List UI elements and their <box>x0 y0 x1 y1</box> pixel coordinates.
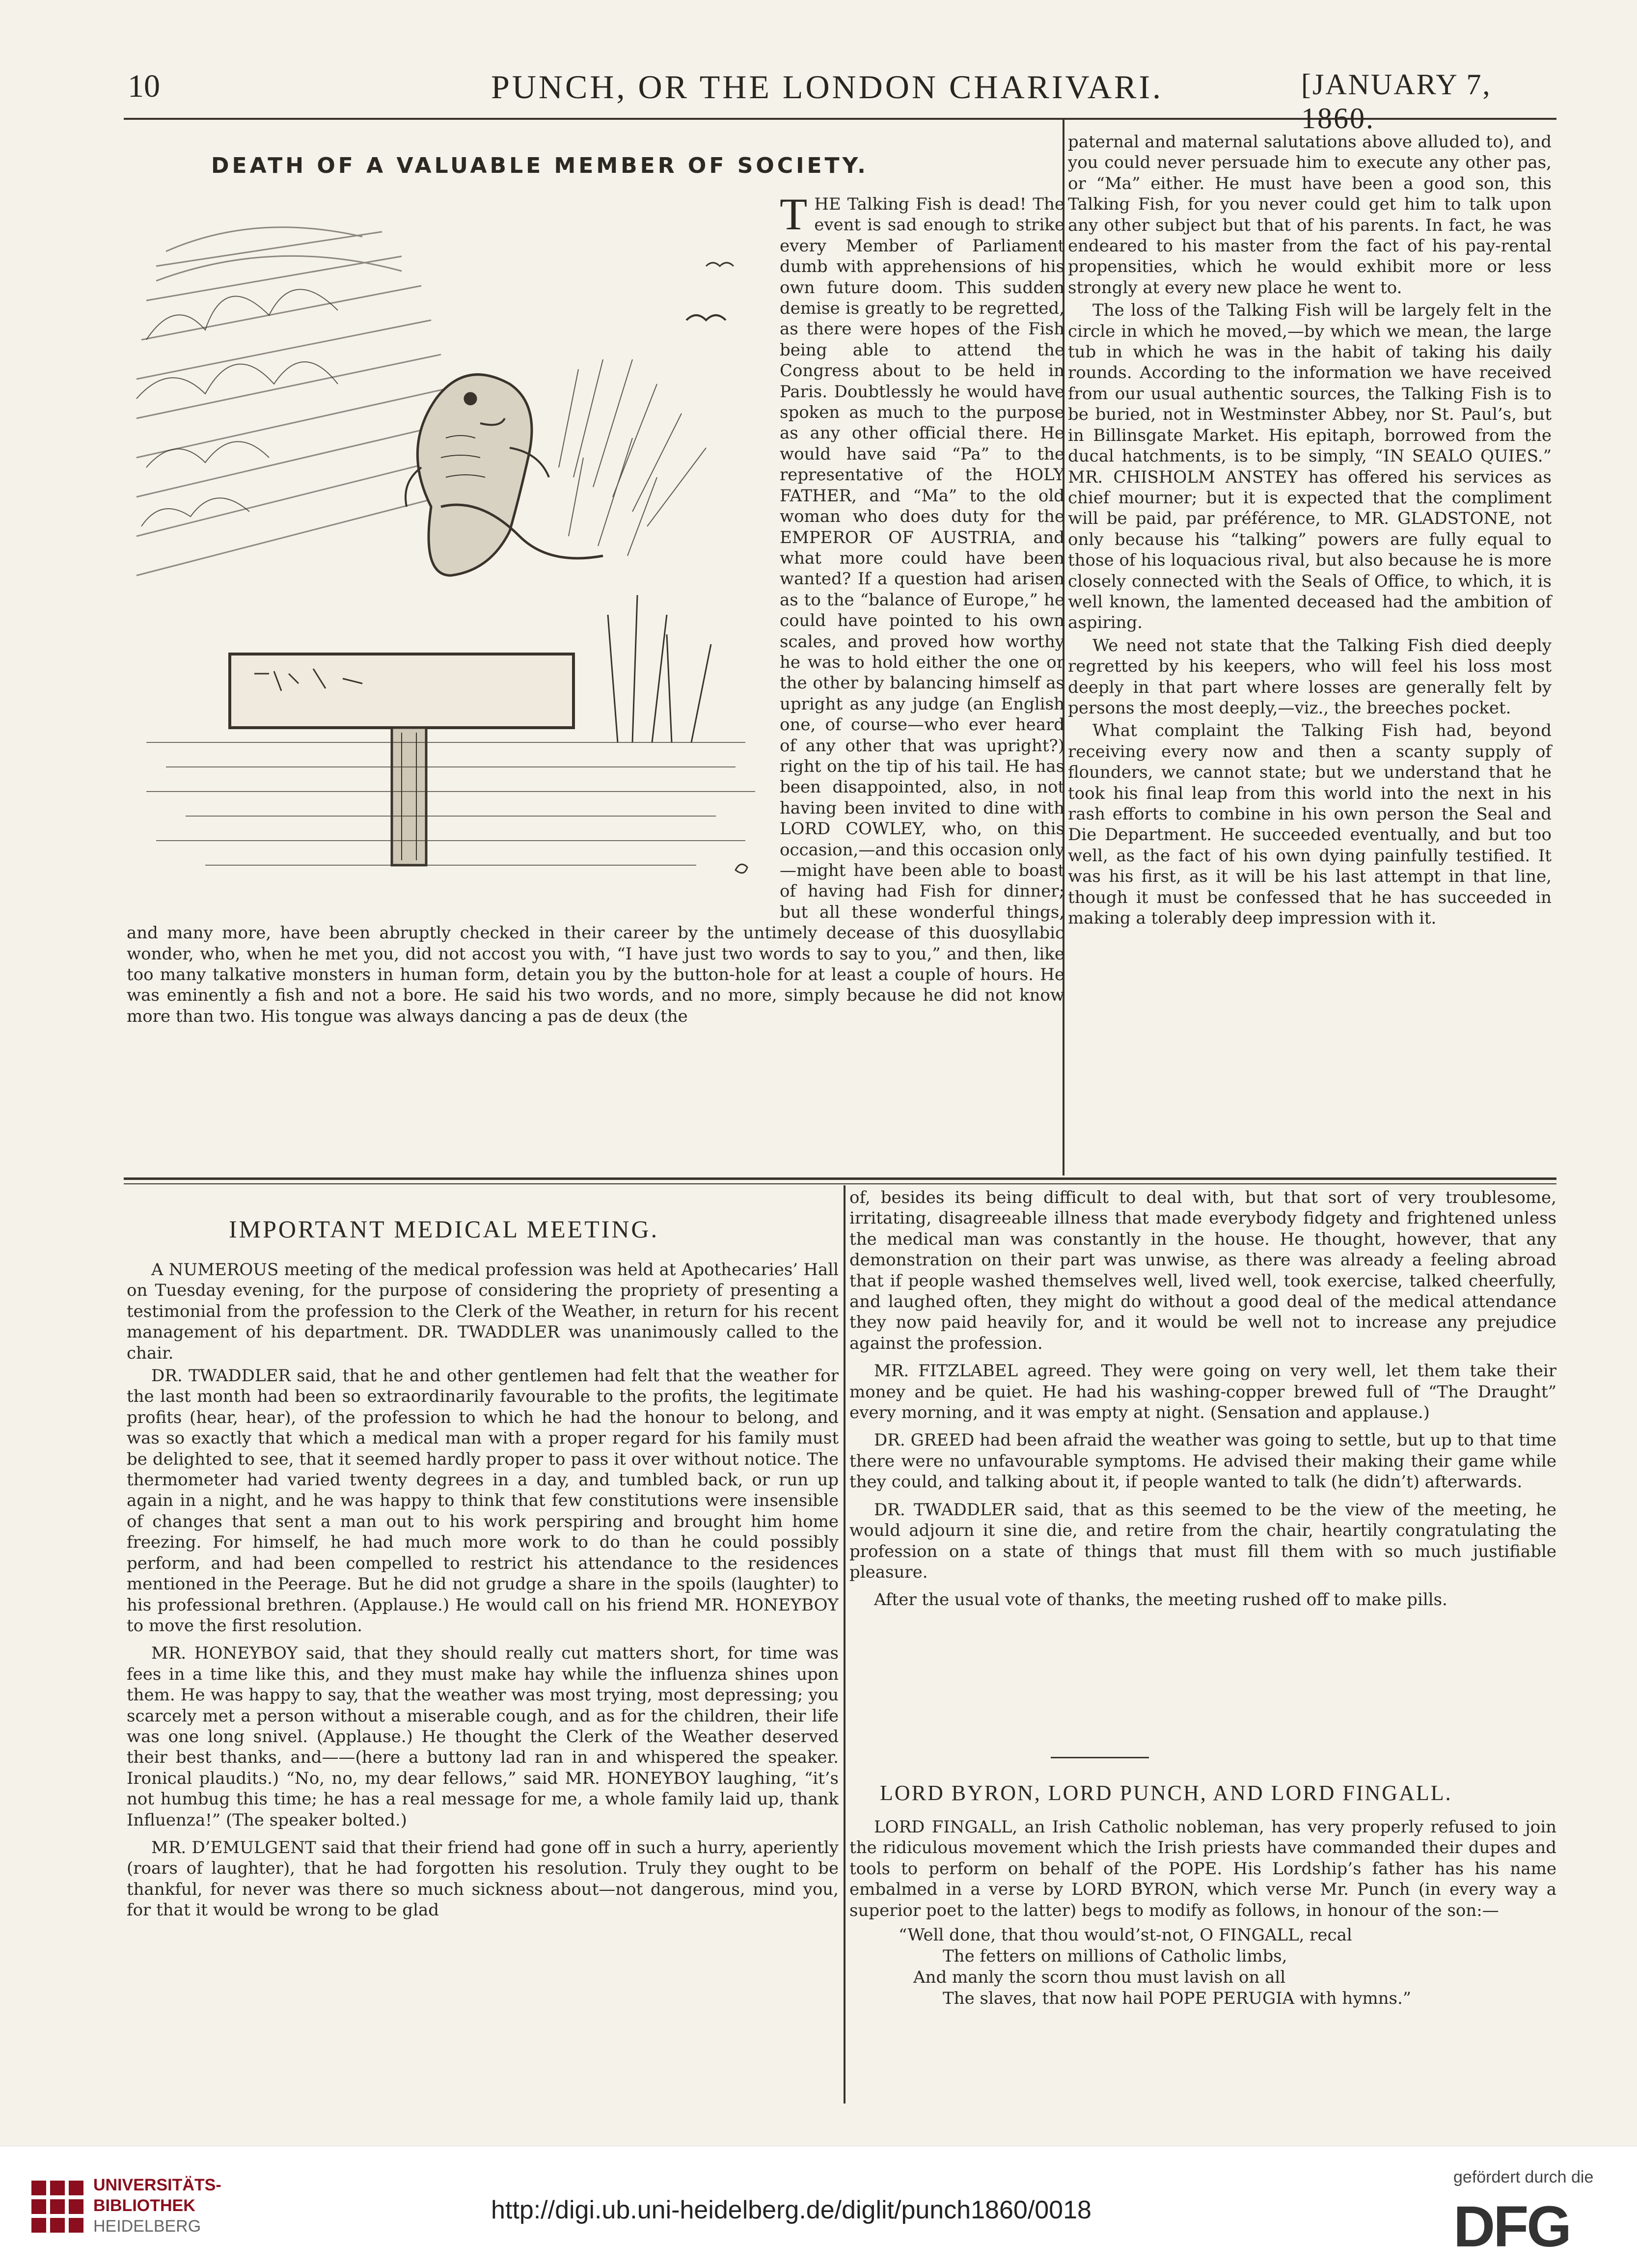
article2-paragraph: MR. HONEYBOY said, that they should really cut matters short, for time was fees in a time like this, and they must make hay while the influenza shines upon them. He was happy to say, that the weather was most trying, most depressing; you scarcely met a person without a miserable cough, and as for the children, their life was one long snivel. (Applause.) He thought the Clerk of the Weather deserved their best thanks, and——(here a buttony lad ran in and whispered the speaker. Ironical plaudits.) “No, no, my dear fellows,” said MR. HONEYBOY laughing, “it’s not humbug this time; he has a real message for me, a whole family laid up, thank Influenza!” (The speaker bolted.) <box>127 1643 839 1830</box>
article2-column-right <box>849 1187 1556 1611</box>
article2-paragraph: MR. FITZLABEL agreed. They were going on very well, let them take their money and be quiet. He had his washing-copper brewed full of “The Draught” every morning, and it was empty at night. (Sensation and applause.) <box>849 1361 1556 1423</box>
article2-paragraph: DR. TWADDLER said, that he and other gentlemen had felt that the weather for the last month had been so extraordinarily favourable to the profits, the legitimate profits (hear, hear), of the profession to which he had the honour to belong, and was so exactly that which a medical man with a proper regard for his family must be delighted to see, that it seemed hardly proper to pass it over without notice. The thermometer had varied twenty degrees in a day, and tumbled back, or run up again in a night, and he was happy to think that few constitutions were insensible of changes that sent a man out to his work perspiring and brought him home freezing. For himself, he had much more work to do than he could possibly perform, and had been compelled to restrict his attendance to the residences mentioned in the Peerage. But he did not grudge a share in the spoils (laughter) to his professional brethren. (Applause.) He would call on his friend MR. HONEYBOY to move the first resolution. <box>127 1366 839 1636</box>
article1-paragraph: What complaint the Talking Fish had, beyond receiving every now and then a scanty supply of flounders, we cannot state; but we understand that he took his final leap from this world into the next in his rash efforts to combine in his own person the Seal and Die Department. He succeeded eventually, and but too well, as the fact of his own dying painfully testified. It was his first, as it will be his last attempt in that line, though it must be confessed that he has succeeded in making a tolerably deep impression with it. <box>1068 721 1552 929</box>
drop-cap: T <box>780 189 808 239</box>
library-name-line: BIBLIOTHEK <box>93 2196 195 2215</box>
article1-column-right <box>1068 132 1552 929</box>
library-name-line: HEIDELBERG <box>93 2217 201 2236</box>
masthead <box>128 68 1552 135</box>
funded-by-label: gefördert durch die <box>1453 2168 1594 2186</box>
verse-line: And manly the scorn thou must lavish on all <box>913 1967 1286 1988</box>
illustration-float <box>127 194 780 912</box>
digitization-footer <box>0 2146 1637 2268</box>
page-number: 10 <box>128 68 160 104</box>
svg-text:DFG: DFG <box>1453 2195 1570 2254</box>
section-rule-2 <box>124 1183 1556 1184</box>
article3-body <box>849 1817 1556 2009</box>
publication-title: PUNCH, OR THE LONDON CHARIVARI. <box>491 68 1164 106</box>
article2-column-left <box>127 1259 839 1921</box>
library-name-line: UNIVERSITÄTS- <box>93 2176 221 2194</box>
article-title-lord-byron: LORD BYRON, LORD PUNCH, AND LORD FINGALL. <box>880 1781 1452 1805</box>
article1-column-left <box>127 189 1064 1027</box>
verse-line: “Well done, that thou would’st-not, O FINGALL, recal <box>899 1925 1352 1945</box>
article2-paragraph: of, besides its being difficult to deal with, but that sort of very troublesome, irritating, disagreeable illness that made everybody fidgety and frightened unless the medical man was constantly in the house. He thought, however, that any demonstration on their part was unwise, as there was already a feeling abroad that if people washed themselves well, lived well, took exercise, talked cheerfully, and laughed often, they might do without a good deal of the medical attendance they now paid heavily for, and it would be well not to increase any prejudice against the profession. <box>849 1188 1556 1353</box>
article-title-medical-meeting: IMPORTANT MEDICAL MEETING. <box>229 1215 659 1243</box>
issue-date: [JANUARY 7, 1860. <box>1301 68 1492 135</box>
permalink-url[interactable]: http://digi.ub.uni-heidelberg.de/diglit/punch1860/0018 <box>491 2196 1091 2224</box>
article2-paragraph: MR. D’EMULGENT said that their friend had gone off in such a hurry, aperiently (roars of laughter), that he had forgotten his resolution. Truly they ought to be thankful, for never was there so much sickness about—not dangerous, mind you, for that it would be wrong to be glad <box>127 1837 839 1920</box>
article1-paragraph: The loss of the Talking Fish will be largely felt in the circle in which he moved,—by which we mean, the large tub in which he was in the habit of taking his daily rounds. According to the information we have received from our usual authentic sources, the Talking Fish is to be buried, not in Westminster Abbey, nor St. Paul’s, but in Billinsgate Market. His epitaph, borrowed from the ducal hatchments, is to be simply, “IN SEALO QUIES.” MR. CHISHOLM ANSTEY has offered his services as chief mourner; but it is expected that the compliment will be paid, par préférence, to MR. GLADSTONE, not only because his “talking” powers are fully equal to those of his loquacious rival, but also because he is more closely connected with the Seals of Office, to which, it is well known, the lamented deceased had the ambition of aspiring. <box>1068 301 1552 633</box>
article1-paragraph: We need not state that the Talking Fish died deeply regretted by his keepers, who will feel his loss most deeply in that part where losses are generally felt by persons the most deeply,—viz., the breeches pocket. <box>1068 635 1552 718</box>
section-rule <box>124 1177 1556 1180</box>
article2-paragraph: A NUMEROUS meeting of the medical profession was held at Apothecaries’ Hall on Tuesday evening, for the purpose of considering the propriety of presenting a testimonial from the profession to the Clerk of the Weather, in return for his recent management of his department. DR. TWADDLER was unanimously called to the chair. <box>127 1260 839 1363</box>
article3-paragraph: LORD FINGALL, an Irish Catholic nobleman, has very properly refused to join the ridiculous movement which the Irish priests have commanded their dupes and tools to perform on behalf of the POPE. His Lordship’s father has his name embalmed in a verse by LORD BYRON, which verse Mr. Punch (in every way a superior poet to the latter) begs to modify as follows, in honour of the son:— <box>849 1817 1556 1920</box>
article2-paragraph: After the usual vote of thanks, the meeting rushed off to make pills. <box>874 1590 1447 1610</box>
article2-paragraph: DR. GREED had been afraid the weather was going to settle, but up to that time there were no unfavourable symptoms. He advised their making their game while they could, and talking about it, if people wanted to talk (he didn’t) afterwards. <box>849 1430 1556 1492</box>
article2-paragraph: DR. TWADDLER said, that as this seemed to be the view of the meeting, he would adjourn it sine die, and retire from the chair, heartily congratulating the profession on a state of things that must fill them with so much justifiable pleasure. <box>849 1500 1556 1582</box>
verse-line: The slaves, that now hail POPE PERUGIA with hymns.” <box>943 1989 1412 2009</box>
university-library-logo-icon <box>28 2176 87 2240</box>
dfg-logo-icon <box>1453 2195 1601 2254</box>
verse-block <box>849 1925 1556 2009</box>
library-name <box>93 2175 221 2237</box>
verse-line: The fetters on millions of Catholic limbs, <box>943 1946 1287 1967</box>
article1-paragraph: HE Talking Fish is dead! The event is sad enough to strike every Member of Parliament dumb with apprehensions of his own future doom. This sudden demise is greatly to be regretted, as there were hopes of the Fish being able to attend the Congress about to be held in Paris. Doubtlessly he would have spoken as much to the purpose as any other official there. He would have said “Pa” to the representative of the HOLY FATHER, and “Ma” to the old woman who does duty for the EMPEROR OF AUSTRIA, and what more could have been wanted? If a question had arisen as to the “balance of Europe,” he could have pointed to his own scales, and proved how worthy he was to hold either the one or the other by balancing himself as upright as any judge (an English one, of course—who ever heard of any other that was upright?) right on the tip of his tail. He has been disappointed, also, in not having been invited to dine with LORD COWLEY, who, on this occasion,—and this occasion only—might have been able to boast of having had Fish for dinner; but all these wonderful things, and many more, have been abruptly checked in their career by the untimely decease of this duosyllabic wonder, who, when he met you, did not accost you with, “I have just two words to say to you,” and then, like too many talkative monsters in human form, detain you by the button-hole for at least a couple of hours. He was eminently a fish and not a bore. He said his two words, and no more, simply because he did not know more than two. His tongue was always dancing a pas de deux (the <box>127 194 1064 1026</box>
article-separator <box>1051 1757 1149 1758</box>
column-rule-bottom <box>844 1185 846 2104</box>
article1-paragraph: paternal and maternal salutations above alluded to), and you could never persuade him to execute any other pas, or “Ma” either. He must have been a good son, this Talking Fish, for you never could get him to talk upon any other subject but that of his parents. In fact, he was endeared to his master from the fact of his pay-rental propensities, which he would exhibit more or less strongly at every new place he went to. <box>1068 132 1552 298</box>
article-title-death-of-member: DEATH OF A VALUABLE MEMBER OF SOCIETY. <box>211 153 869 178</box>
